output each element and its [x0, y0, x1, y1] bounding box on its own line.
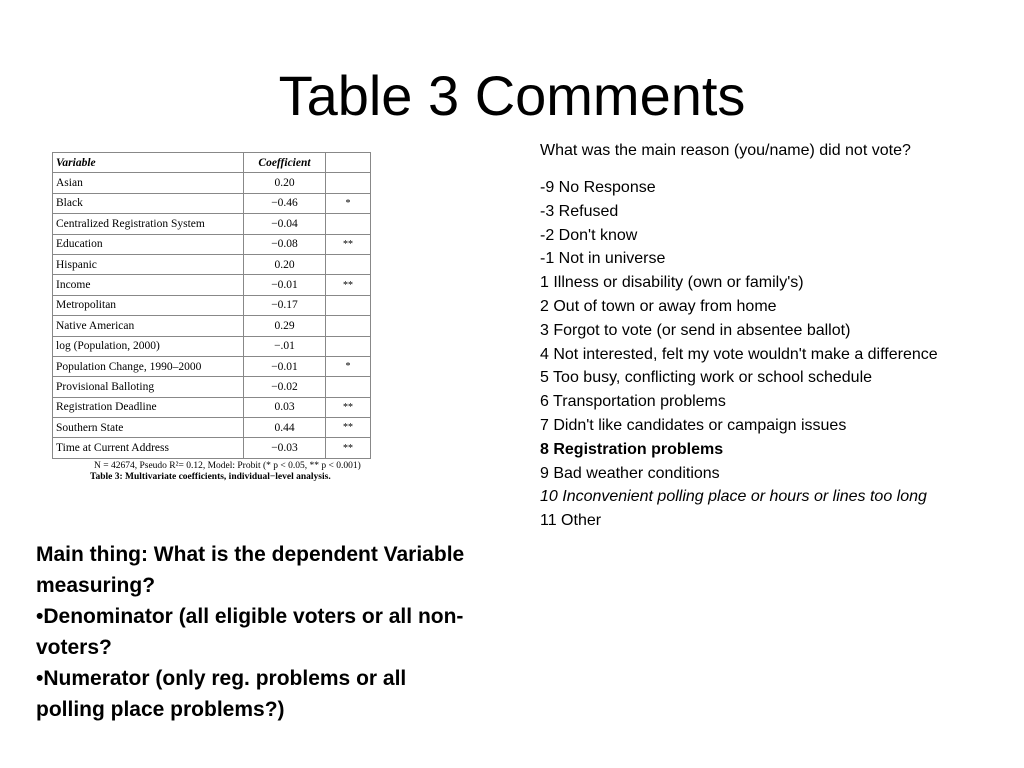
table-header-row	[53, 153, 371, 173]
coefficient-cell: −.01	[244, 336, 326, 356]
coefficient-cell: −0.01	[244, 275, 326, 295]
table-row	[53, 275, 371, 295]
variable-cell: Black	[53, 193, 244, 213]
list-item: 7 Didn't like candidates or campaign issues	[540, 416, 847, 434]
variable-cell: Metropolitan	[53, 295, 244, 315]
significance-cell: **	[326, 438, 371, 458]
main-point: Main thing: What is the dependent Variable measuring?	[36, 543, 465, 597]
significance-cell	[326, 295, 371, 315]
numerator-bullet: •Numerator (only reg. problems or all polling place problems?)	[36, 667, 407, 721]
list-item: 8 Registration problems	[540, 440, 724, 458]
variable-cell: Native American	[53, 316, 244, 336]
list-item: -1 Not in universe	[540, 250, 666, 268]
variable-cell: Provisional Balloting	[53, 377, 244, 397]
table-row	[53, 418, 371, 438]
significance-cell	[326, 377, 371, 397]
table-row	[53, 336, 371, 356]
slide-title: Table 3 Comments	[278, 64, 746, 127]
table-note: N = 42674, Pseudo R²= 0.12, Model: Probit (* p < 0.05, ** p < 0.001)	[94, 460, 361, 471]
table-caption: Table 3: Multivariate coefficients, individual−level analysis.	[90, 471, 331, 482]
list-item: 2 Out of town or away from home	[540, 297, 777, 315]
regression-table-body	[53, 173, 371, 458]
list-item: 6 Transportation problems	[540, 393, 726, 411]
variable-cell: Population Change, 1990–2000	[53, 356, 244, 376]
variable-cell: Time at Current Address	[53, 438, 244, 458]
significance-cell: **	[326, 234, 371, 254]
variable-header: Variable	[53, 153, 244, 173]
variable-cell: log (Population, 2000)	[53, 336, 244, 356]
denominator-bullet: •Denominator (all eligible voters or all non-voters?	[36, 605, 464, 659]
survey-question-block	[540, 141, 970, 535]
coefficient-cell: −0.03	[244, 438, 326, 458]
list-item: -3 Refused	[540, 202, 619, 220]
coefficient-cell: 0.44	[244, 418, 326, 438]
significance-cell: **	[326, 418, 371, 438]
table-row	[53, 295, 371, 315]
significance-cell: *	[326, 193, 371, 213]
list-item: 1 Illness or disability (own or family's)	[540, 274, 804, 292]
coefficient-cell: 0.20	[244, 173, 326, 193]
list-item: 10 Inconvenient polling place or hours or lines too long	[540, 488, 927, 506]
variable-cell: Centralized Registration System	[53, 214, 244, 234]
coefficient-cell: 0.03	[244, 397, 326, 417]
coefficient-cell: −0.04	[244, 214, 326, 234]
table-row	[53, 316, 371, 336]
list-item: -9 No Response	[540, 179, 656, 196]
significance-cell: *	[326, 356, 371, 376]
survey-options-list	[540, 178, 970, 530]
variable-cell: Education	[53, 234, 244, 254]
list-item: 11 Other	[540, 512, 602, 530]
coefficient-cell: 0.20	[244, 254, 326, 274]
coefficient-cell: −0.01	[244, 356, 326, 376]
discussion-notes	[36, 539, 476, 725]
significance-cell	[326, 254, 371, 274]
table-row	[53, 193, 371, 213]
coefficient-cell: −0.17	[244, 295, 326, 315]
significance-cell: **	[326, 275, 371, 295]
variable-cell: Registration Deadline	[53, 397, 244, 417]
coefficient-cell: 0.29	[244, 316, 326, 336]
significance-header	[326, 153, 371, 173]
list-item: 4 Not interested, felt my vote wouldn't make a difference	[540, 345, 938, 363]
survey-question: What was the main reason (you/name) did not vote?	[540, 142, 911, 159]
significance-cell	[326, 316, 371, 336]
list-item: 5 Too busy, conflicting work or school schedule	[540, 369, 873, 387]
table-row	[53, 397, 371, 417]
significance-cell	[326, 336, 371, 356]
table-row	[53, 254, 371, 274]
table-row	[53, 438, 371, 458]
variable-cell: Southern State	[53, 418, 244, 438]
significance-cell	[326, 173, 371, 193]
coefficient-cell: −0.02	[244, 377, 326, 397]
regression-table	[52, 152, 371, 459]
coefficient-header: Coefficient	[244, 153, 326, 173]
significance-cell: **	[326, 397, 371, 417]
list-item: 9 Bad weather conditions	[540, 464, 720, 482]
variable-cell: Hispanic	[53, 254, 244, 274]
coefficient-cell: −0.46	[244, 193, 326, 213]
list-item: -2 Don't know	[540, 226, 638, 244]
table-row	[53, 377, 371, 397]
table-row	[53, 234, 371, 254]
coefficient-cell: −0.08	[244, 234, 326, 254]
table-row	[53, 173, 371, 193]
regression-table-figure	[52, 152, 372, 483]
variable-cell: Asian	[53, 173, 244, 193]
variable-cell: Income	[53, 275, 244, 295]
significance-cell	[326, 214, 371, 234]
table-row	[53, 356, 371, 376]
table-row	[53, 214, 371, 234]
list-item: 3 Forgot to vote (or send in absentee ballot)	[540, 321, 851, 339]
